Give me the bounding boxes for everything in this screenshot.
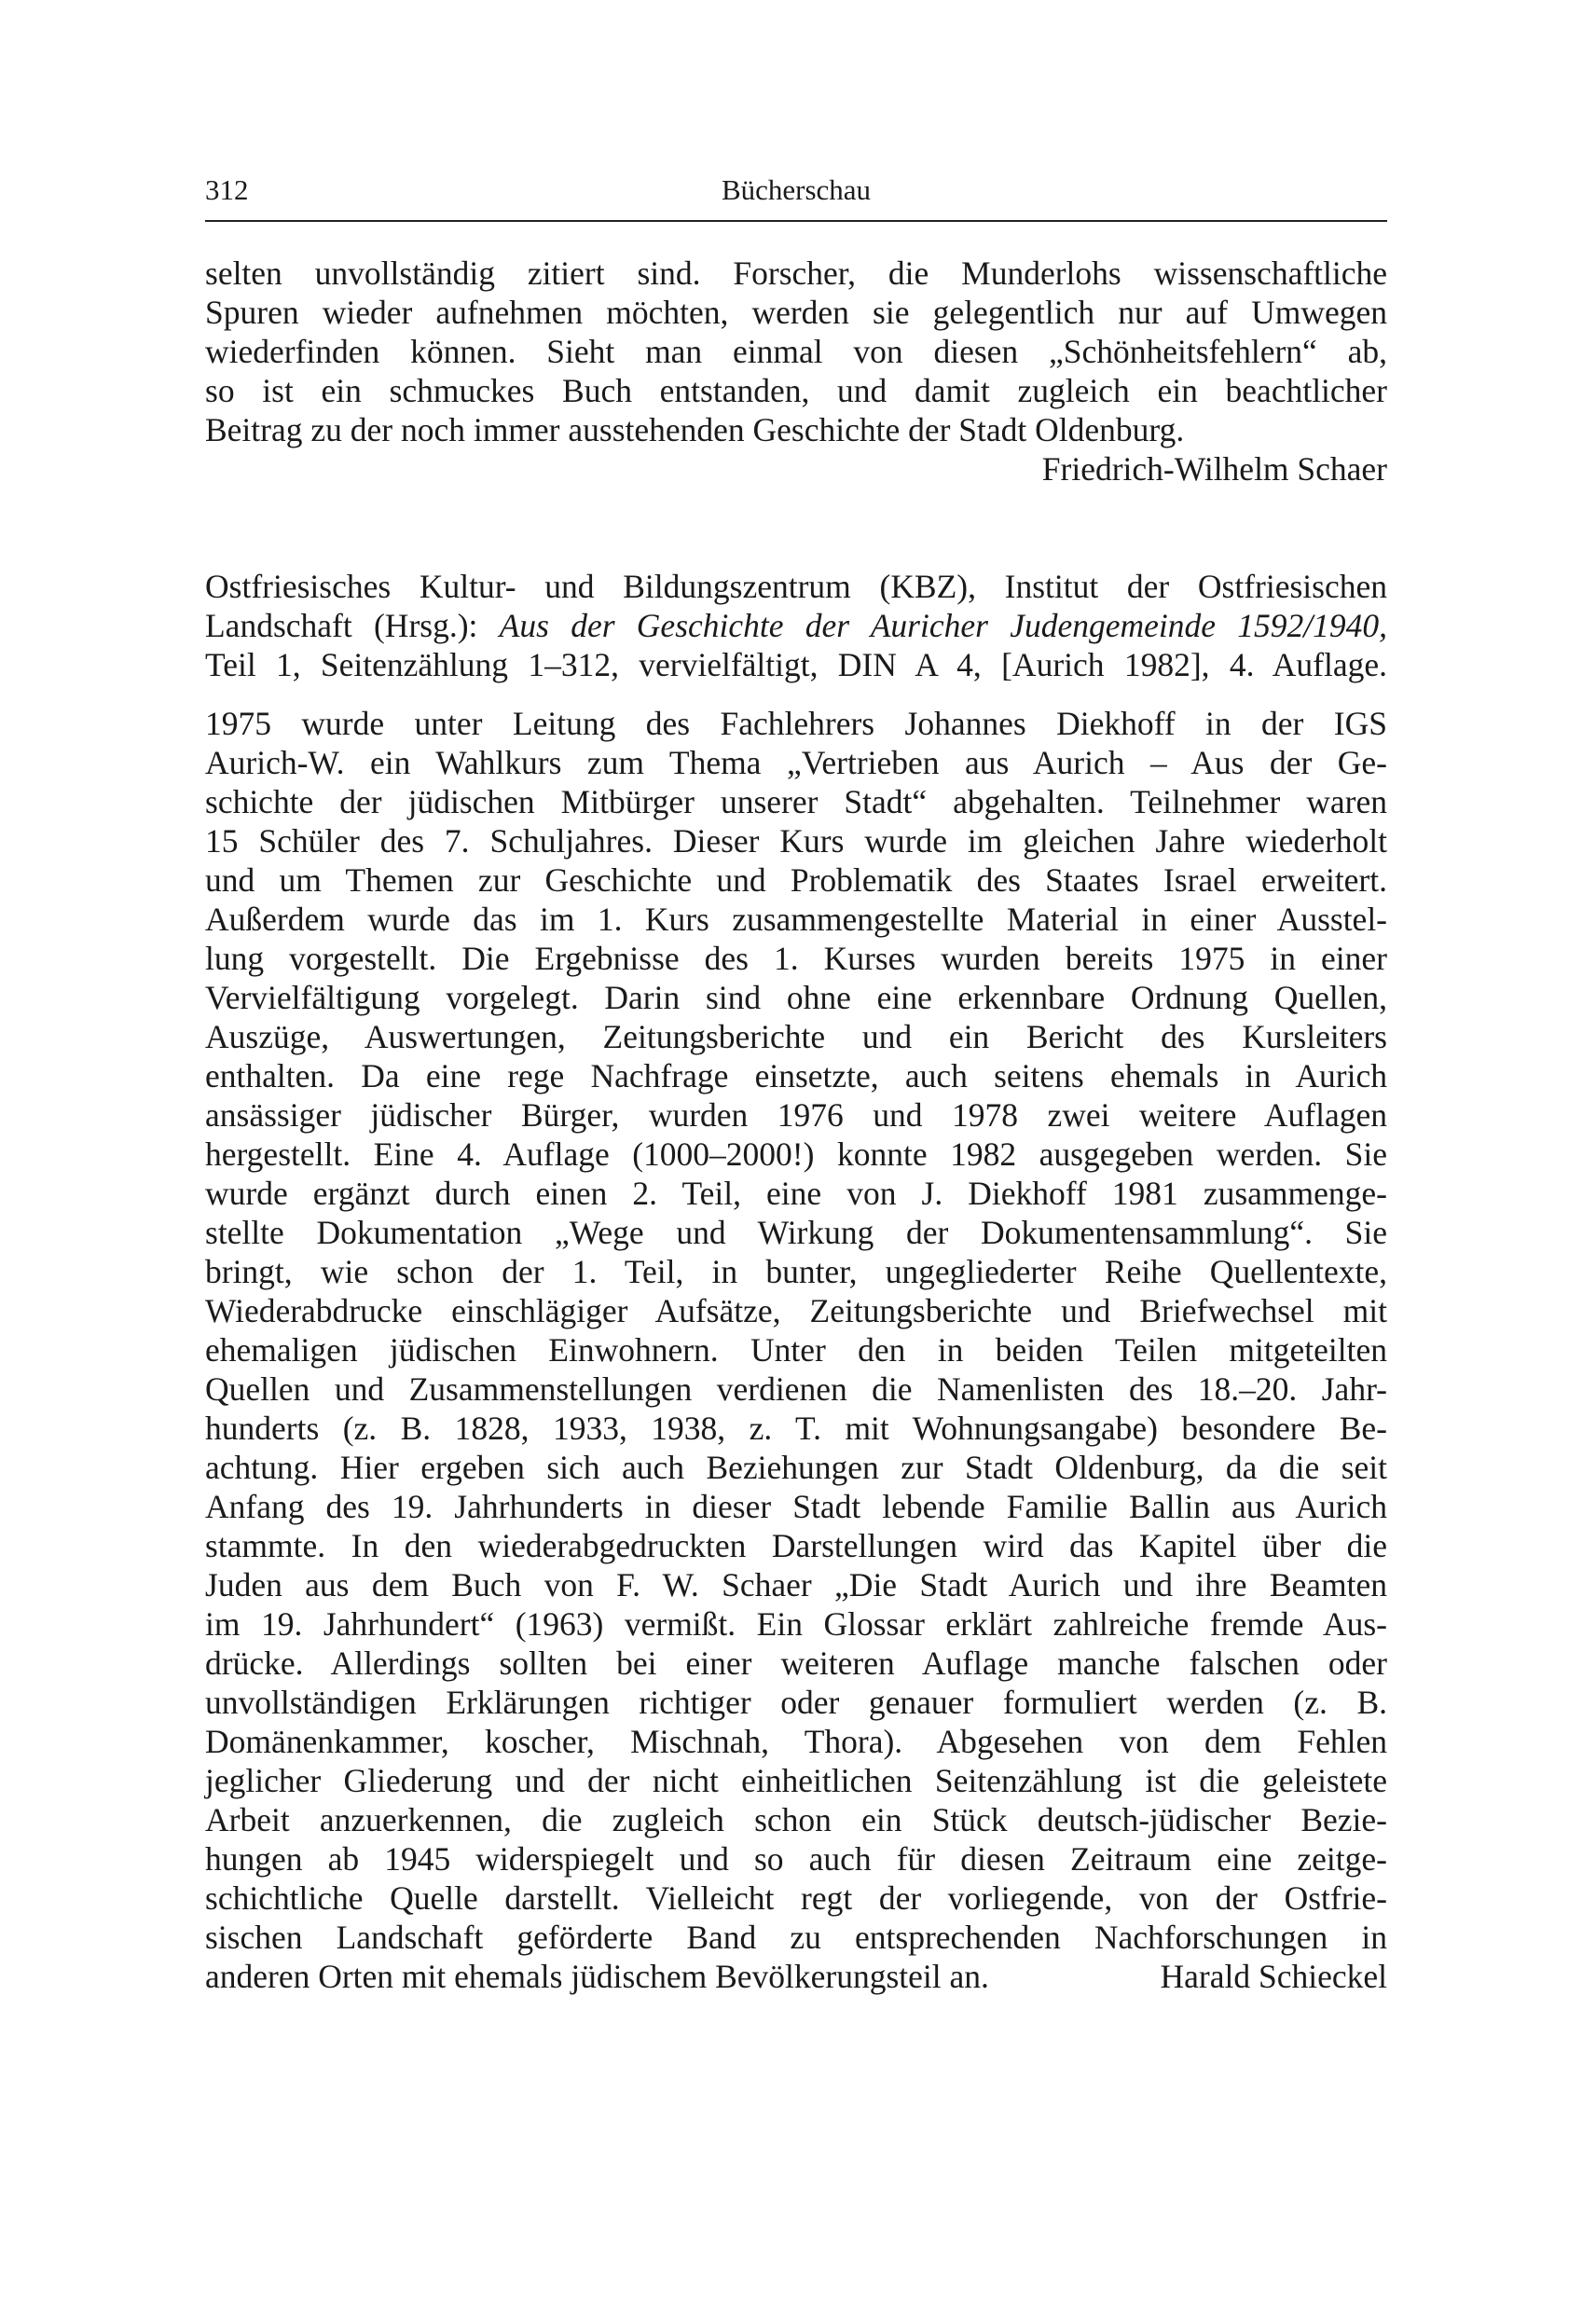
text-line: Außerdem wurde das im 1. Kurs zusammengestellte Material in einer Ausstel- [205, 901, 1387, 938]
text-line: Vervielfältigung vorgelegt. Darin sind ohne eine erkennbare Ordnung Quellen, [205, 979, 1387, 1016]
running-title: Bücherschau [721, 173, 872, 206]
text-line: im 19. Jahrhundert“ (1963) vermißt. Ein Glossar erklärt zahlreiche fremde Aus- [205, 1605, 1387, 1643]
text-line: Anfang des 19. Jahrhunderts in dieser Stadt lebende Familie Ballin aus Aurich [205, 1488, 1387, 1525]
text-line: Spuren wieder aufnehmen möchten, werden sie gelegentlich nur auf Umwegen [205, 294, 1387, 331]
text-line: hungen ab 1945 widerspiegelt und so auch für diesen Zeitraum eine zeitge- [205, 1840, 1387, 1878]
citation-line [205, 606, 1387, 645]
text-line: Domänenkammer, koscher, Mischnah, Thora). Abgesehen von dem Fehlen [205, 1723, 1387, 1760]
page-number: 312 [205, 173, 249, 206]
text-line: 1975 wurde unter Leitung des Fachlehrers Johannes Diekhoff in der IGS [205, 705, 1387, 742]
text-line: Wiederabdrucke einschlägiger Aufsätze, Zeitungsberichte und Briefwechsel mit [205, 1292, 1387, 1329]
text-line: stellte Dokumentation „Wege und Wirkung der Dokumentensammlung“. Sie [205, 1214, 1387, 1251]
text-line: selten unvollständig zitiert sind. Forscher, die Munderlohs wissenschaftliche [205, 255, 1387, 292]
text-line: 15 Schüler des 7. Schuljahres. Dieser Kurs wurde im gleichen Jahre wiederholt [205, 822, 1387, 860]
text-line: Quellen und Zusammenstellungen verdienen die Namenlisten des 18.–20. Jahr- [205, 1370, 1387, 1408]
text-line: ansässiger jüdischer Bürger, wurden 1976 und 1978 zwei weitere Auflagen [205, 1096, 1387, 1134]
text-line: drücke. Allerdings sollten bei einer weiteren Auflage manche falschen oder [205, 1645, 1387, 1682]
text-line: schichtliche Quelle darstellt. Vielleicht regt der vorliegende, von der Ostfrie- [205, 1879, 1387, 1917]
reviewer-signature: Friedrich-Wilhelm Schaer [1041, 450, 1387, 488]
review-2-text [205, 704, 1387, 1996]
text-line: ehemaligen jüdischen Einwohnern. Unter den in beiden Teilen mitgeteilten [205, 1331, 1387, 1369]
text-line: jeglicher Gliederung und der nicht einheitlichen Seitenzählung ist die geleistete [205, 1762, 1387, 1799]
text-line: Arbeit anzuerkennen, die zugleich schon ein Stück deutsch-jüdischer Bezie- [205, 1801, 1387, 1838]
final-text-line [205, 1957, 1387, 1996]
text-line: schichte der jüdischen Mitbürger unserer Stadt“ abgehalten. Teilnehmer waren [205, 783, 1387, 820]
text-line: und um Themen zur Geschichte und Problematik des Staates Israel erweitert. [205, 861, 1387, 899]
text-line: anderen Orten mit ehemals jüdischem Bevölkerungsteil an. [205, 1958, 989, 1995]
reviewer-signature: Harald Schieckel [1160, 1958, 1387, 1995]
text-line: hunderts (z. B. 1828, 1933, 1938, z. T. mit Wohnungsangabe) besondere Be- [205, 1410, 1387, 1447]
text-line: sischen Landschaft geförderte Band zu entsprechenden Nachforschungen in [205, 1919, 1387, 1956]
text-line: bringt, wie schon der 1. Teil, in bunter, ungegliederter Reihe Quellentexte, [205, 1253, 1387, 1290]
page-header [205, 173, 1387, 214]
text-line: so ist ein schmuckes Buch entstanden, und damit zugleich ein beachtlicher [205, 372, 1387, 409]
text-line: enthalten. Da eine rege Nachfrage einsetzte, auch seitens ehemals in Aurich [205, 1057, 1387, 1094]
text-line: unvollständigen Erklärungen richtiger oder genauer formuliert werden (z. B. [205, 1684, 1387, 1721]
citation-line: Ostfriesisches Kultur- und Bildungszentrum (KBZ), Institut der Ostfriesischen [205, 568, 1387, 605]
citation-publisher: Landschaft (Hrsg.): [205, 607, 500, 644]
review-2-citation [205, 567, 1387, 684]
text-line: hergestellt. Eine 4. Auflage (1000–2000!) konnte 1982 ausgegeben werden. Sie [205, 1135, 1387, 1173]
text-line: lung vorgestellt. Die Ergebnisse des 1. Kurses wurden bereits 1975 in einer [205, 940, 1387, 977]
text-line: achtung. Hier ergeben sich auch Beziehungen zur Stadt Oldenburg, da die seit [205, 1449, 1387, 1486]
text-line: wurde ergänzt durch einen 2. Teil, eine von J. Diekhoff 1981 zusammenge- [205, 1175, 1387, 1212]
text-line: Auszüge, Auswertungen, Zeitungsberichte und ein Bericht des Kursleiters [205, 1018, 1387, 1055]
citation-line: Teil 1, Seitenzählung 1–312, vervielfältigt, DIN A 4, [Aurich 1982], 4. Auflage. [205, 646, 1387, 683]
text-line: stammte. In den wiederabgedruckten Darstellungen wird das Kapitel über die [205, 1527, 1387, 1564]
text-line: wiederfinden können. Sieht man einmal von diesen „Schönheitsfehlern“ ab, [205, 333, 1387, 370]
text-line: Beitrag zu der noch immer ausstehenden Geschichte der Stadt Oldenburg. [205, 411, 1185, 448]
header-divider [205, 220, 1387, 222]
text-line: Aurich-W. ein Wahlkurs zum Thema „Vertrieben aus Aurich – Aus der Ge- [205, 744, 1387, 781]
review-1-text [205, 254, 1387, 489]
book-title: Aus der Geschichte der Auricher Judengemeinde 1592/1940, [499, 607, 1387, 644]
text-line: Juden aus dem Buch von F. W. Schaer „Die Stadt Aurich und ihre Beamten [205, 1566, 1387, 1603]
